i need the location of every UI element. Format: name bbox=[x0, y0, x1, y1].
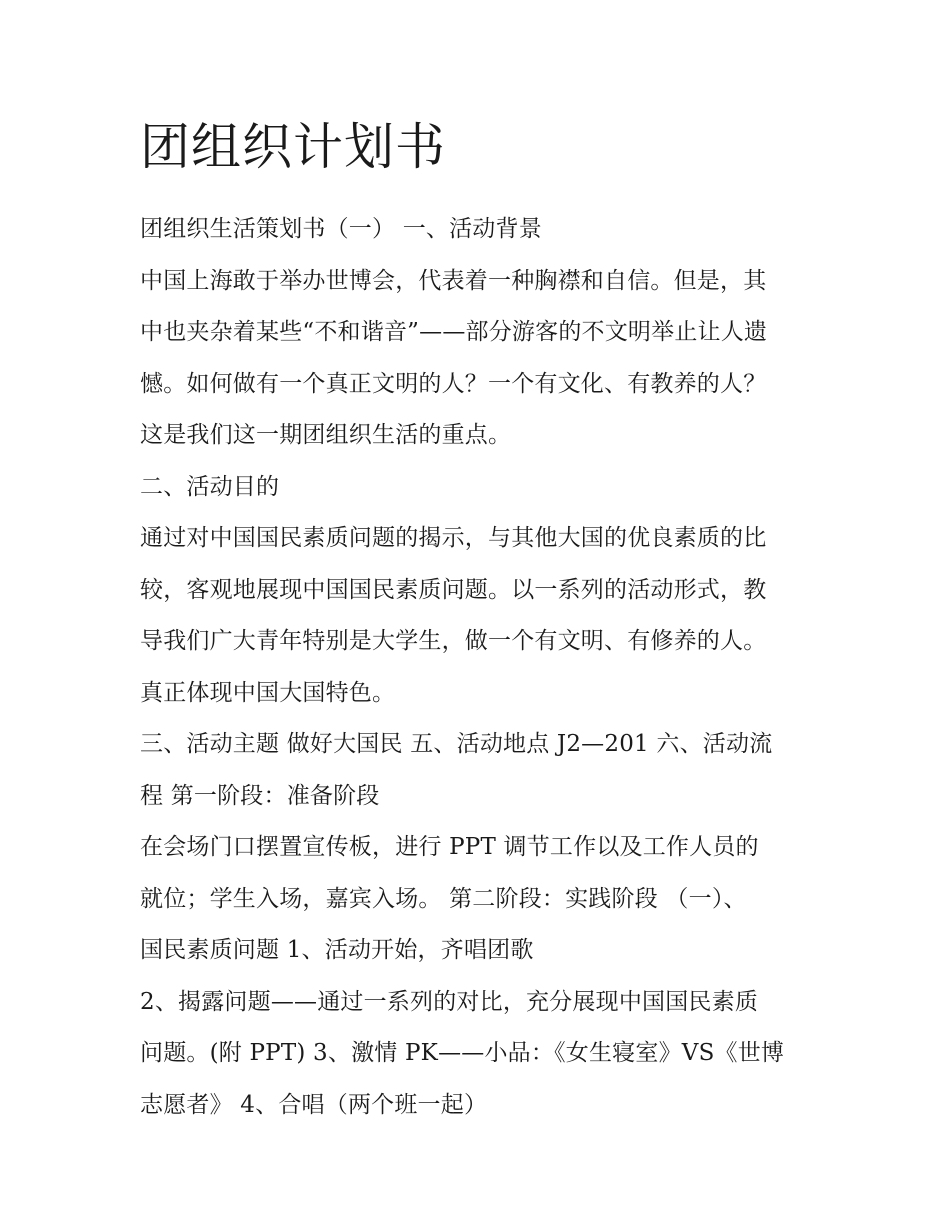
text-line-3: 中也夹杂着某些“不和谐音”——部分游客的不文明举止让人遗 bbox=[140, 319, 768, 345]
text-line-17: 问题。(附 PPT) 3、激情 PK——小品：《女生寝室》VS《世博 bbox=[140, 1040, 785, 1066]
text-line-14: 就位；学生入场，嘉宾入场。 第二阶段：实践阶段 （一）、 bbox=[140, 885, 747, 912]
text-line-16: 2、揭露问题——通过一系列的对比，充分展现中国国民素质 bbox=[140, 988, 759, 1015]
text-line-4: 憾。如何做有一个真正文明的人？一个有文化、有教养的人？ bbox=[140, 370, 767, 397]
text-line-15: 国民素质问题 1、活动开始，齐唱团歌 bbox=[140, 937, 534, 963]
text-line-12: 程 第一阶段：准备阶段 bbox=[140, 782, 380, 809]
text-line-2: 中国上海敢于举办世博会，代表着一种胸襟和自信。但是，其 bbox=[140, 267, 767, 294]
text-line-7: 通过对中国国民素质问题的揭示，与其他大国的优良素质的比 bbox=[140, 525, 767, 551]
document-page bbox=[140, 112, 820, 1131]
text-line-5: 这是我们这一期团组织生活的重点。 bbox=[140, 422, 512, 448]
text-line-18: 志愿者》 4、合唱（两个班一起） bbox=[140, 1091, 488, 1118]
text-line-6: 二、活动目的 bbox=[140, 473, 280, 500]
text-line-10: 真正体现中国大国特色。 bbox=[140, 679, 396, 706]
text-line-8: 较，客观地展现中国国民素质问题。以一系列的活动形式，教 bbox=[140, 576, 767, 603]
text-line-1: 团组织生活策划书（一） 一、活动背景 bbox=[140, 216, 542, 242]
document-title: 团组织计划书 bbox=[140, 118, 446, 176]
text-line-13: 在会场门口摆置宣传板，进行 PPT 调节工作以及工作人员的 bbox=[140, 834, 759, 860]
text-line-11: 三、活动主题 做好大国民 五、活动地点 J2—201 六、活动流 bbox=[140, 731, 773, 757]
text-line-9: 导我们广大青年特别是大学生，做一个有文明、有修养的人。 bbox=[140, 628, 767, 654]
